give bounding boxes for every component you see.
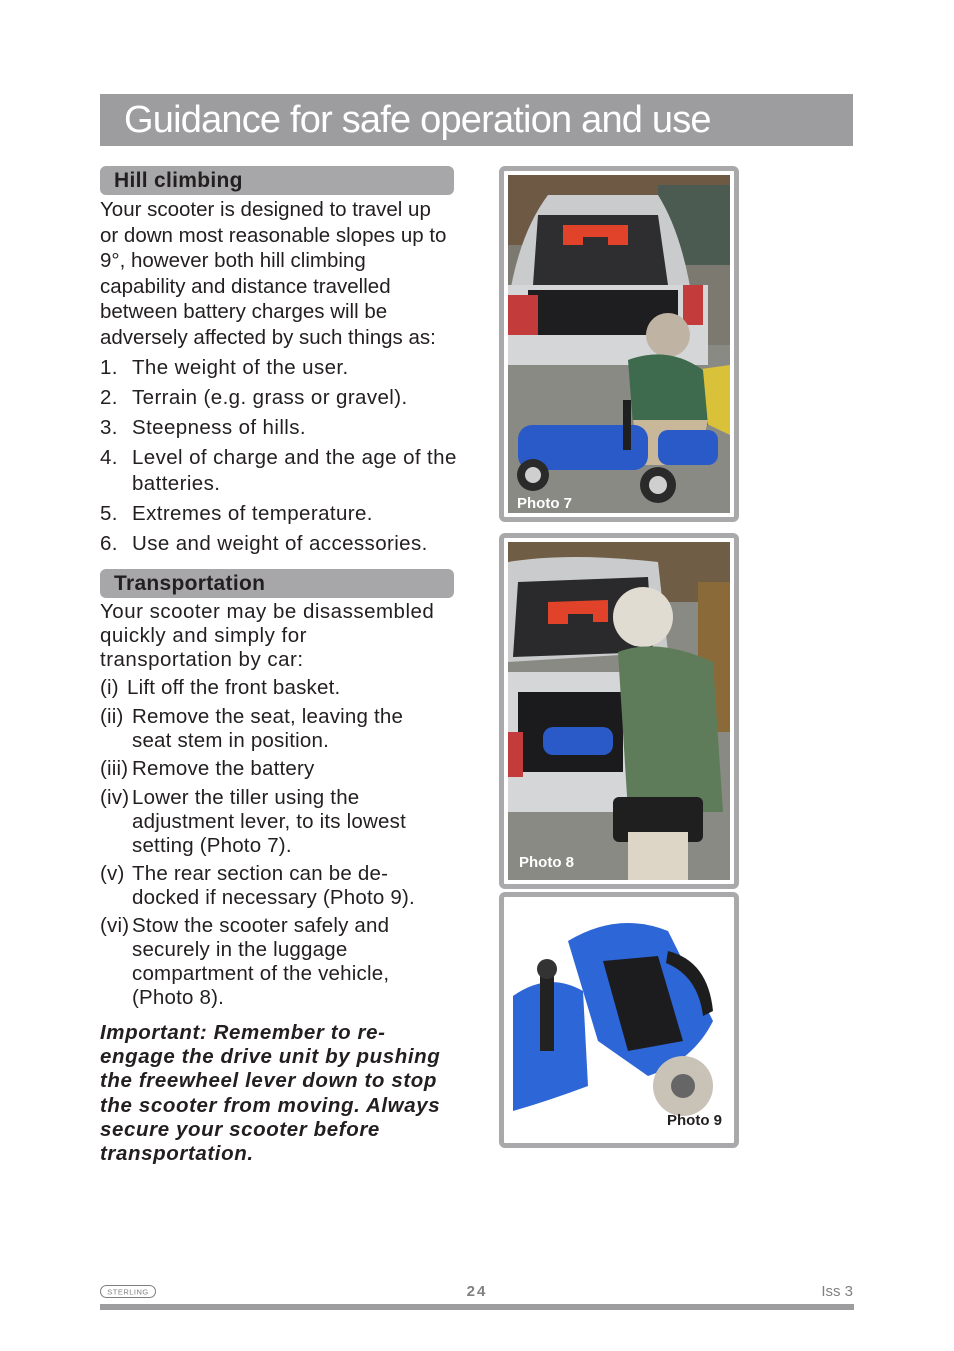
list-item-text: Stow the scooter safely and securely in the luggage compartment of the vehicle, (Photo 8). — [132, 914, 390, 1009]
list-item-text: Remove the battery — [132, 757, 315, 780]
list-item — [100, 355, 460, 381]
list-item — [100, 676, 445, 700]
hill-climbing-header — [100, 166, 454, 195]
list-item-text: Use and weight of accessories. — [132, 531, 428, 555]
list-item-text: Lower the tiller using the adjustment lever, to its lowest setting (Photo 7). — [132, 786, 406, 857]
list-item-text: Level of charge and the age of the batteries. — [132, 446, 457, 495]
list-item-number: 2. — [100, 386, 118, 409]
photo-7-illustration — [508, 175, 730, 513]
photo-8-image — [508, 542, 730, 880]
issue-label: Iss 3 — [821, 1283, 853, 1300]
sterling-logo — [100, 1285, 156, 1298]
list-item — [100, 501, 460, 527]
list-item-number: 1. — [100, 356, 118, 379]
page-title-bar — [100, 94, 853, 146]
photo-7-label: Photo 7 — [517, 495, 572, 512]
list-item-number: 4. — [100, 446, 118, 469]
list-item — [100, 705, 445, 753]
transportation-header — [100, 569, 454, 598]
transportation-intro-text: Your scooter may be disassembled quickly and simply for transportation by car: — [100, 600, 435, 671]
list-item-text: Lift off the front basket. — [127, 676, 341, 699]
list-item-text: Steepness of hills. — [132, 416, 306, 439]
hill-climbing-intro — [100, 197, 450, 350]
list-item — [100, 786, 445, 858]
list-item-number: (i) — [100, 676, 119, 699]
list-item-number: (iii) — [100, 757, 129, 780]
page-title: Guidance for safe operation and use — [124, 99, 711, 141]
list-item-number: 6. — [100, 531, 118, 555]
hill-climbing-list — [100, 355, 460, 556]
page-number: 24 — [466, 1283, 488, 1300]
photo-8-label: Photo 8 — [519, 854, 574, 871]
transportation-intro — [100, 600, 440, 672]
list-item — [100, 531, 460, 557]
photo-9-label: Photo 9 — [667, 1112, 722, 1129]
hill-climbing-intro-text: Your scooter is designed to travel up or down most reasonable slopes up to 9°, however both hill climbing capability and distance travelled between battery charges will be adversely affected by such things as: — [100, 198, 447, 349]
photo-8-frame — [499, 533, 739, 889]
list-item — [100, 385, 460, 411]
photo-9-image — [508, 901, 730, 1139]
list-item-text: Terrain (e.g. grass or gravel). — [132, 386, 408, 409]
transportation-steps — [100, 676, 445, 1010]
photo-9-illustration — [508, 901, 730, 1139]
list-item-number: 5. — [100, 501, 118, 525]
list-item-number: 3. — [100, 416, 118, 439]
footer-rule — [100, 1304, 854, 1310]
photo-7-frame — [499, 166, 739, 522]
photo-9-frame — [499, 892, 739, 1148]
list-item — [100, 757, 445, 781]
list-item-number: (v) — [100, 862, 125, 885]
hill-climbing-heading: Hill climbing — [114, 169, 243, 192]
transportation-heading: Transportation — [114, 572, 266, 595]
important-note: Important: Remember to re-engage the drive unit by pushing the freewheel lever down to stop the scooter from moving. Always secure your scooter before transportation. — [100, 1021, 441, 1166]
list-item-text: Remove the seat, leaving the seat stem in position. — [132, 705, 404, 752]
list-item-number: (ii) — [100, 705, 124, 728]
list-item-text: The weight of the user. — [132, 356, 349, 379]
sterling-logo-text: STERLING — [107, 1287, 149, 1297]
list-item — [100, 862, 445, 910]
list-item-text: Extremes of temperature. — [132, 501, 373, 525]
photo-8-illustration — [508, 542, 730, 880]
list-item — [100, 914, 445, 1010]
photo-7-image — [508, 175, 730, 513]
list-item — [100, 415, 460, 441]
list-item-number: (iv) — [100, 786, 130, 809]
list-item — [100, 445, 460, 496]
list-item-text: The rear section can be de-docked if necessary (Photo 9). — [132, 862, 415, 909]
list-item-number: (vi) — [100, 914, 130, 937]
